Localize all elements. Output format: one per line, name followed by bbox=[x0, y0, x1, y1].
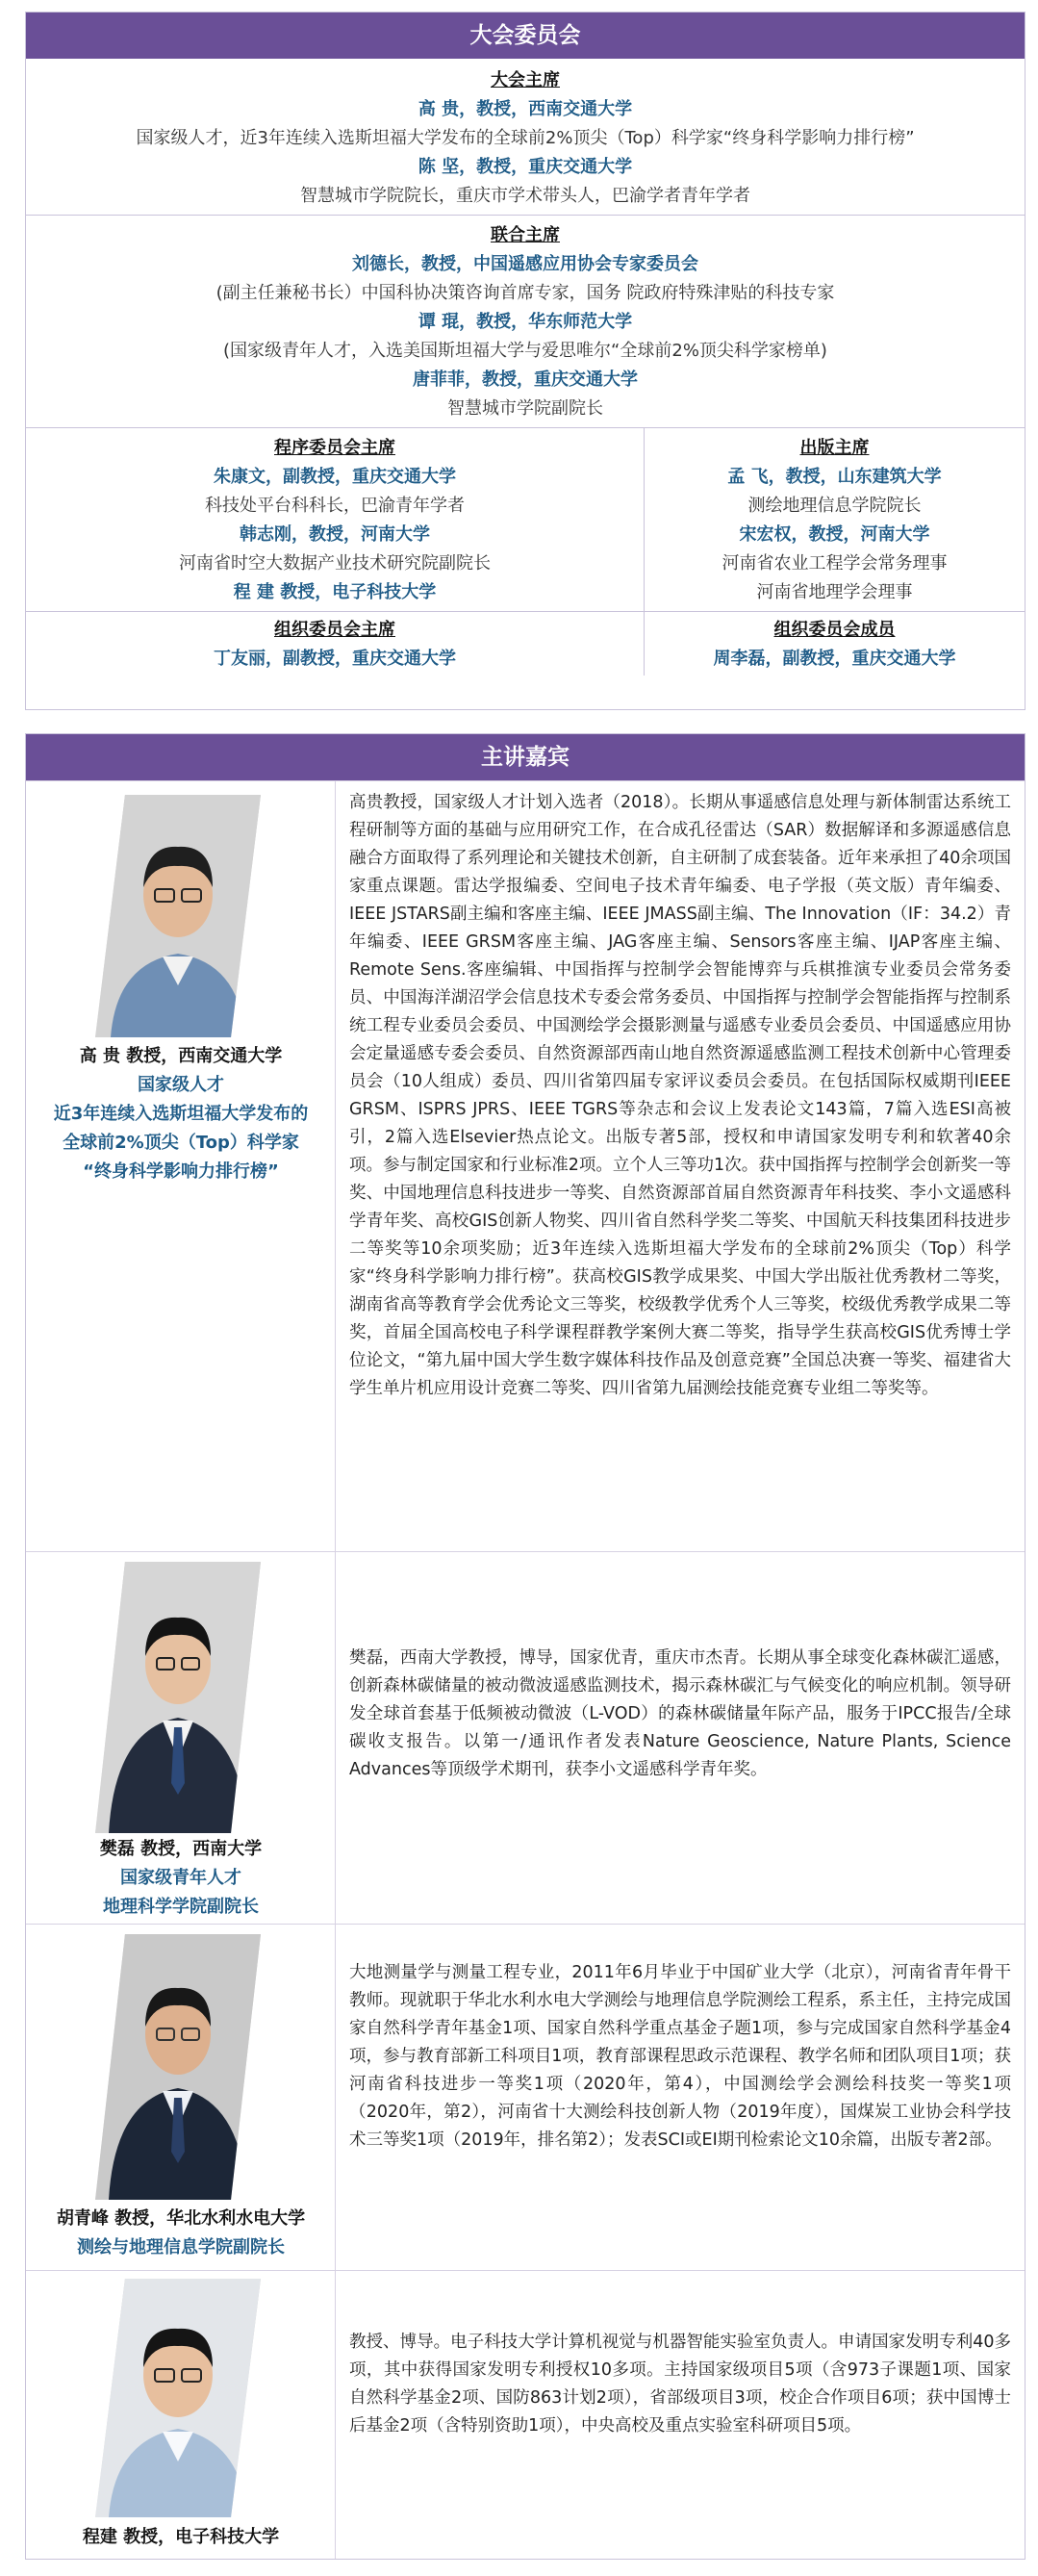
program-chairs-block bbox=[26, 428, 644, 611]
speaker-caption bbox=[26, 2205, 336, 2262]
speaker-name: 胡青峰 教授，华北水利水电大学 bbox=[56, 2208, 306, 2229]
joint-chair-name: 刘德长，教授，中国遥感应用协会专家委员会 bbox=[352, 254, 698, 274]
speaker-row bbox=[26, 1924, 1025, 2270]
general-chair-desc: 国家级人才，近3年连续入选斯坦福大学发布的全球前2%顶尖（Top）科学家“终身科学影响力排行榜” bbox=[136, 128, 915, 148]
publication-chair-desc: 河南省农业工程学会常务理事 bbox=[722, 553, 948, 574]
program-publication-row bbox=[26, 427, 1025, 611]
speaker-profile bbox=[26, 2271, 336, 2559]
committee-section bbox=[25, 12, 1025, 710]
speaker-row bbox=[26, 780, 1025, 1551]
org-members-title: 组织委员会成员 bbox=[773, 620, 896, 640]
publication-chair-name: 宋宏权，教授，河南大学 bbox=[739, 524, 930, 545]
speaker-highlight: “终身科学影响力排行榜” bbox=[83, 1161, 279, 1182]
speakers-section bbox=[25, 733, 1025, 2560]
person-portrait-icon bbox=[95, 1562, 261, 1833]
speaker-profile bbox=[26, 781, 336, 1551]
joint-chairs-block bbox=[26, 215, 1025, 427]
speaker-row bbox=[26, 2270, 1025, 2559]
publication-chairs-title: 出版主席 bbox=[799, 438, 870, 458]
organizing-row bbox=[26, 611, 1025, 676]
speaker-highlight: 测绘与地理信息学院副院长 bbox=[77, 2237, 285, 2257]
publication-chair-name: 孟 飞，教授，山东建筑大学 bbox=[727, 467, 942, 487]
speaker-caption bbox=[26, 2523, 336, 2552]
publication-chair-desc: 河南省地理学会理事 bbox=[756, 582, 913, 602]
speaker-name: 樊磊 教授，西南大学 bbox=[99, 1839, 263, 1859]
program-chair-desc: 科技处平台科科长，巴渝青年学者 bbox=[205, 496, 465, 516]
publication-chair-desc: 测绘地理信息学院院长 bbox=[747, 496, 922, 516]
joint-chairs-title: 联合主席 bbox=[491, 225, 560, 245]
org-chairs-title: 组织委员会主席 bbox=[274, 620, 395, 640]
program-chair-desc: 河南省时空大数据产业技术研究院副院长 bbox=[179, 553, 491, 574]
speaker-highlight: 全球前2%顶尖（Top）科学家 bbox=[63, 1133, 299, 1153]
speaker-highlight: 地理科学学院副院长 bbox=[103, 1897, 259, 1917]
joint-chair-name: 谭 琨，教授，华东师范大学 bbox=[418, 312, 633, 332]
speaker-bio: 大地测量学与测量工程专业，2011年6月毕业于中国矿业大学（北京），河南省青年骨干教师。现就职于华北水利水电大学测绘与地理信息学院测绘工程系，系主任，主持完成国家自然科学青年基金1项、国家自然科学重点基金子题1项，参与完成国家自然科学基金4项，参与教育部新工科项目1项，教育部课程思政示范课程、教学名师和团队项目1项；获河南省科技进步一等奖1项（2020年，第4），中国测绘学会测绘科技奖一等奖1项（2020年，第2），河南省十大测绘科技创新人物（2019年度），国煤炭工业协会科学技术三等奖1项（2019年，排名第2）；发表SCI或EI期刊检索论文10余篇，出版专著2部。 bbox=[349, 1963, 1011, 2150]
speaker-photo bbox=[95, 1934, 261, 2200]
joint-chair-desc: (国家级青年人才，入选美国斯坦福大学与爱思唯尔“全球前2%顶尖科学家榜单) bbox=[223, 341, 827, 361]
speaker-name: 高 贵 教授，西南交通大学 bbox=[79, 1046, 283, 1066]
speaker-highlight: 近3年连续入选斯坦福大学发布的 bbox=[53, 1104, 309, 1124]
speaker-bio: 教授、博导。电子科技大学计算机视觉与机器智能实验室负责人。申请国家发明专利40多项，其中获得国家发明专利授权10多项。主持国家级项目5项（含973子课题1项、国家自然科学基金2项、国防863计划2项），省部级项目3项，校企合作项目6项；获中国博士后基金2项（含特别资助1项），中央高校及重点实验室科研项目5项。 bbox=[349, 2333, 1011, 2436]
program-chair-name: 韩志刚，教授，河南大学 bbox=[240, 524, 430, 545]
speaker-caption bbox=[26, 1835, 336, 1922]
speaker-highlight: 国家级青年人才 bbox=[120, 1868, 241, 1888]
org-members-block bbox=[644, 612, 1025, 676]
speaker-photo bbox=[95, 2279, 261, 2517]
person-portrait-icon bbox=[95, 1934, 261, 2200]
general-chairs-title: 大会主席 bbox=[491, 70, 560, 90]
joint-chair-desc: (副主任兼秘书长）中国科协决策咨询首席专家，国务 院政府特殊津贴的科技专家 bbox=[215, 283, 835, 303]
joint-chair-name: 唐菲菲，教授，重庆交通大学 bbox=[413, 370, 638, 390]
person-portrait-icon bbox=[95, 795, 261, 1037]
speaker-photo bbox=[95, 1562, 261, 1833]
general-chair-name: 高 贵，教授，西南交通大学 bbox=[418, 99, 633, 119]
speaker-bio: 樊磊，西南大学教授，博导，国家优青，重庆市杰青。长期从事全球变化森林碳汇遥感，创新森林碳储量的被动微波遥感监测技术，揭示森林碳汇与气候变化的响应机制。领导研发全球首套基于低频被动微波（L-VOD）的森林碳储量年际产品，服务于IPCC报告/全球碳收支报告。以第一/通讯作者发表Nature Geoscience, Nature Plants, Science Advances等顶级学术期刊，获李小文遥感科学青年奖。 bbox=[349, 1648, 1011, 1779]
program-chair-name: 朱康文，副教授，重庆交通大学 bbox=[214, 467, 456, 487]
joint-chair-desc: 智慧城市学院副院长 bbox=[447, 398, 603, 419]
committee-header: 大会委员会 bbox=[26, 13, 1025, 59]
speaker-profile bbox=[26, 1552, 336, 1924]
speaker-bio: 高贵教授，国家级人才计划入选者（2018）。长期从事遥感信息处理与新体制雷达系统工程研制等方面的基础与应用研究工作，在合成孔径雷达（SAR）数据解译和多源遥感信息融合方面取得了系列理论和关键技术创新，自主研制了成套装备。近年来承担了40余项国家重点课题。雷达学报编委、空间电子技术青年编委、电子学报（英文版）青年编委、IEEE JSTARS副主编和客座主编、IEEE JMASS副主编、The Innovation（IF：34.2）青年编委、IEEE GRSM客座主编、JAG客座主编、Sensors客座主编、IJAP客座主编、Remote Sens.客座编辑、中国指挥与控制学会智能博弈与兵棋推演专业委员会常务委员、中国海洋湖沼学会信息技术专委会常务委员、中国指挥与控制学会智能指挥与控制系统工程专业委员会委员、中国测绘学会摄影测量与遥感专业委员会委员、中国遥感应用协会定量遥感专委会委员、自然资源部西南山地自然资源遥感监测工程技术创新中心管理委员会（10人组成）委员、四川省第四届专家评议委员会委员。在包括国际权威期刊IEEE GRSM、ISPRS JPRS、IEEE TGRS等杂志和会议上发表论文143篇，7篇入选ESI高被引，2篇入选Elsevier热点论文。出版专著5部，授权和申请国家发明专利和软著40余项。参与制定国家和行业标准2项。立个人三等功1次。获中国指挥与控制学会创新奖一等奖、中国地理信息科技进步一等奖、自然资源部首届自然资源青年科技奖、李小文遥感科学青年奖、高校GIS创新人物奖、四川省自然科学奖二等奖、中国航天科技集团科技进步二等奖等10余项奖励；近3年连续入选斯坦福大学发布的全球前2%顶尖（Top）科学家“终身科学影响力排行榜”。获高校GIS教学成果奖、中国大学出版社优秀教材二等奖，湖南省高等教育学会优秀论文三等奖，校级教学优秀个人三等奖，校级优秀教学成果二等奖，首届全国高校电子科学课程群教学案例大赛二等奖，指导学生获高校GIS优秀博士学位论文，“第九届中国大学生数字媒体科技作品及创意竞赛”全国总决赛一等奖、福建省大学生单片机应用设计竞赛二等奖、四川省第九届测绘技能竞赛专业组二等奖等。 bbox=[349, 793, 1011, 1398]
speaker-photo bbox=[95, 795, 261, 1037]
speakers-header: 主讲嘉宾 bbox=[26, 734, 1025, 780]
speaker-profile bbox=[26, 1925, 336, 2270]
program-chairs-title: 程序委员会主席 bbox=[274, 438, 395, 458]
general-chair-name: 陈 坚，教授，重庆交通大学 bbox=[418, 157, 633, 177]
org-chairs-block bbox=[26, 612, 644, 676]
publication-chairs-block bbox=[644, 428, 1025, 611]
program-chair-name: 程 建 教授，电子科技大学 bbox=[233, 582, 437, 602]
speaker-highlight: 国家级人才 bbox=[138, 1075, 224, 1095]
org-chair-name: 丁友丽，副教授，重庆交通大学 bbox=[214, 649, 456, 669]
org-member-name: 周李磊，副教授，重庆交通大学 bbox=[713, 649, 956, 669]
speaker-row bbox=[26, 1551, 1025, 1924]
person-portrait-icon bbox=[95, 2279, 261, 2517]
general-chairs-block bbox=[26, 59, 1025, 215]
speaker-caption bbox=[26, 1042, 336, 1186]
general-chair-desc: 智慧城市学院院长，重庆市学术带头人，巴渝学者青年学者 bbox=[300, 186, 750, 206]
speaker-name: 程建 教授，电子科技大学 bbox=[82, 2527, 280, 2547]
